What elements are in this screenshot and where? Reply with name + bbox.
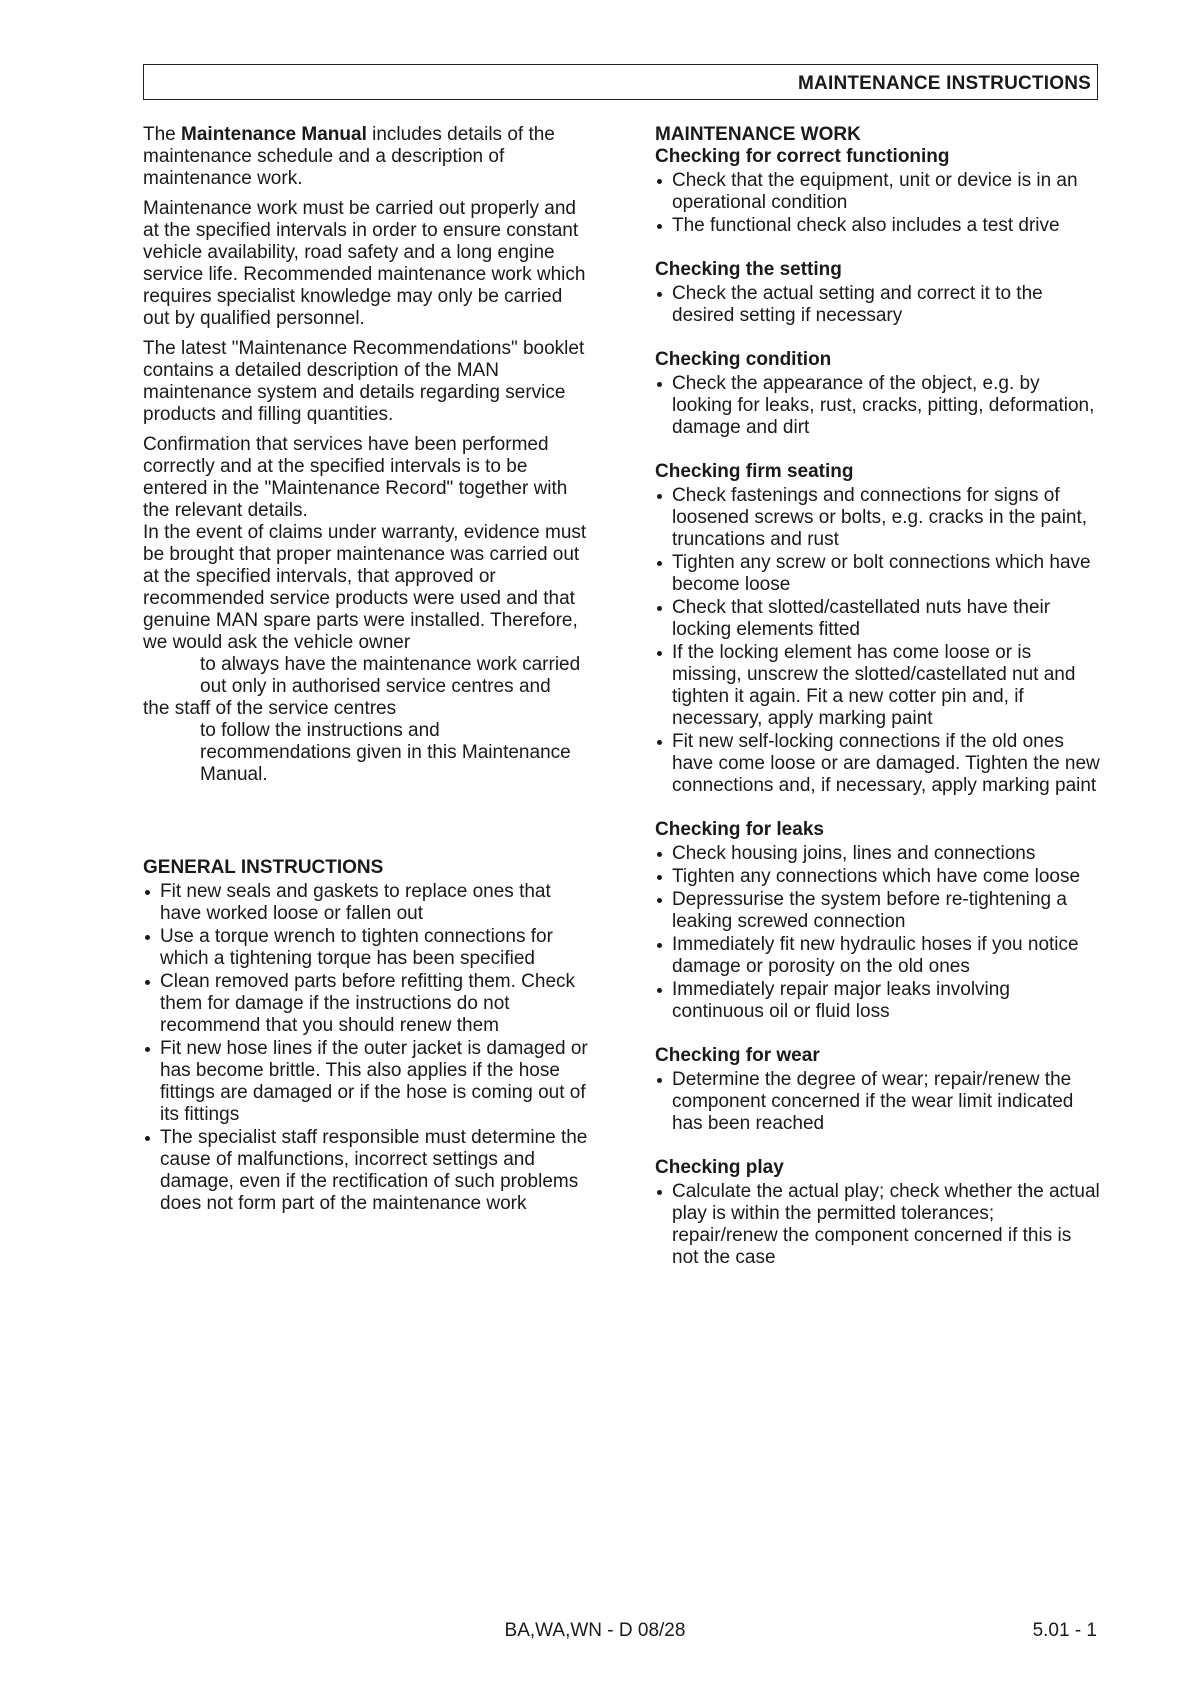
list-item: Tighten any screw or bolt connections which have become loose xyxy=(655,552,1100,596)
maintenance-work-heading: MAINTENANCE WORK xyxy=(655,124,861,145)
list-item: Use a torque wrench to tighten connections for which a tightening torque has been specified xyxy=(143,926,588,970)
section-correct-functioning xyxy=(655,146,1100,237)
section-list xyxy=(655,485,1100,797)
section-list xyxy=(655,1069,1100,1135)
paragraph-2: Maintenance work must be carried out properly and at the specified intervals in order to ensure constant vehicle availability, road safety and a long engine service life. Recommended maintenance work which requires specialist knowledge may only be carried out by qualified personnel. xyxy=(143,198,586,329)
intro-paragraph xyxy=(143,124,588,190)
section-wear xyxy=(655,1045,1100,1135)
list-item: If the locking element has come loose or is missing, unscrew the slotted/castellated nut and tighten it again. Fit a new cotter pin and, if necessary, apply marking paint xyxy=(655,642,1100,730)
list-item: Fit new hose lines if the outer jacket is damaged or has become brittle. This also applies if the hose fittings are damaged or if the hose is coming out of its fittings xyxy=(143,1038,588,1126)
list-item: Tighten any connections which have come loose xyxy=(655,866,1100,888)
list-item: The functional check also includes a test drive xyxy=(655,215,1100,237)
indent-1: to always have the maintenance work carried out only in authorised service centres and xyxy=(200,654,581,697)
list-item: Fit new self-locking connections if the old ones have come loose or are damaged. Tighten the new connections and, if necessary, apply marking paint xyxy=(655,731,1100,797)
section-firm-seating xyxy=(655,461,1100,797)
section-title: Checking for wear xyxy=(655,1045,820,1066)
section-list xyxy=(655,1181,1100,1269)
section-setting xyxy=(655,259,1100,327)
general-instructions-list xyxy=(143,881,588,1215)
paragraph-3: The latest "Maintenance Recommendations" booklet contains a detailed description of the MAN maintenance system and details regarding service products and filling quantities. xyxy=(143,338,585,425)
list-item: Clean removed parts before refitting them. Check them for damage if the instructions do not recommend that you should renew them xyxy=(143,971,588,1037)
list-item: Check that slotted/castellated nuts have their locking elements fitted xyxy=(655,597,1100,641)
indent-2: to follow the instructions and recommendations given in this Maintenance Manual. xyxy=(200,720,571,785)
section-list xyxy=(655,170,1100,237)
list-item: Check fastenings and connections for signs of loosened screws or bolts, e.g. cracks in the paint, truncations and rust xyxy=(655,485,1100,551)
section-title: Checking the setting xyxy=(655,259,842,280)
list-item: Check the actual setting and correct it to the desired setting if necessary xyxy=(655,283,1100,327)
line-staff: the staff of the service centres xyxy=(143,698,397,719)
list-item: Determine the degree of wear; repair/renew the component concerned if the wear limit indicated has been reached xyxy=(655,1069,1100,1135)
list-item: Immediately fit new hydraulic hoses if you notice damage or porosity on the old ones xyxy=(655,934,1100,978)
list-item: Immediately repair major leaks involving continuous oil or fluid loss xyxy=(655,979,1100,1023)
list-item: Check that the equipment, unit or device is in an operational condition xyxy=(655,170,1100,214)
list-item: The specialist staff responsible must determine the cause of malfunctions, incorrect settings and damage, even if the rectification of such problems does not form part of the maintenance work xyxy=(143,1127,588,1215)
section-list xyxy=(655,283,1100,327)
paragraph-5: In the event of claims under warranty, evidence must be brought that proper maintenance was carried out at the specified intervals, that approved or recommended service products were used and that genuine MAN spare parts were installed. Therefore, we would ask the vehicle owner xyxy=(143,522,587,653)
page-header xyxy=(143,64,1098,100)
list-item: Calculate the actual play; check whether the actual play is within the permitted tolerances; repair/renew the component concerned if this is not the case xyxy=(655,1181,1100,1269)
section-condition xyxy=(655,349,1100,439)
footer-document-code: BA,WA,WN - D 08/28 xyxy=(504,1620,686,1641)
list-item: Check the appearance of the object, e.g. by looking for leaks, rust, cracks, pitting, deformation, damage and dirt xyxy=(655,373,1100,439)
intro-prefix: The xyxy=(143,124,182,145)
list-item: Depressurise the system before re-tightening a leaking screwed connection xyxy=(655,889,1100,933)
intro-bold: Maintenance Manual xyxy=(181,124,367,145)
paragraph-4: Confirmation that services have been performed correctly and at the specified intervals is to be entered in the "Maintenance Record" together with the relevant details. xyxy=(143,434,568,521)
section-title: Checking play xyxy=(655,1157,784,1178)
section-title: Checking condition xyxy=(655,349,832,370)
left-column xyxy=(143,124,588,1216)
general-instructions-heading: GENERAL INSTRUCTIONS xyxy=(143,857,384,878)
right-column xyxy=(655,124,1100,1291)
section-title: Checking for correct functioning xyxy=(655,146,950,167)
section-list xyxy=(655,373,1100,439)
footer-page-number: 5.01 - 1 xyxy=(1032,1620,1097,1641)
section-title: Checking for leaks xyxy=(655,819,824,840)
intro-suffix: includes details of the maintenance schedule and a description of maintenance work. xyxy=(143,124,555,189)
section-play xyxy=(655,1157,1100,1269)
header-title: MAINTENANCE INSTRUCTIONS xyxy=(798,73,1091,94)
section-title: Checking firm seating xyxy=(655,461,854,482)
section-leaks xyxy=(655,819,1100,1023)
list-item: Fit new seals and gaskets to replace ones that have worked loose or fallen out xyxy=(143,881,588,925)
section-list xyxy=(655,843,1100,1023)
list-item: Check housing joins, lines and connections xyxy=(655,843,1100,865)
